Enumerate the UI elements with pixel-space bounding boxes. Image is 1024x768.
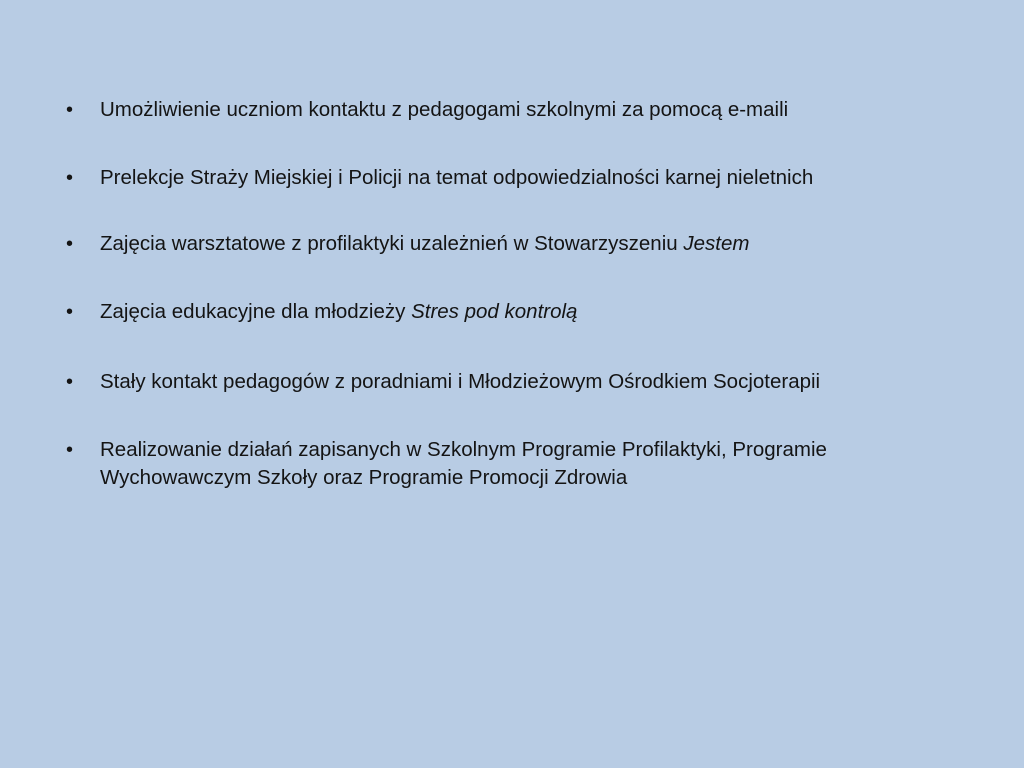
bullet-list [0, 96, 1024, 492]
bullet-item-6 [0, 436, 940, 492]
bullet-text: Realizowanie działań zapisanych w Szkolnym Programie Profilaktyki, Programie Wychowawczym Szkoły oraz Programie Promocji Zdrowia [100, 438, 827, 489]
bullet-icon: • [66, 371, 74, 393]
bullet-text: Zajęcia warsztatowe z profilaktyki uzależnień w Stowarzyszeniu [100, 232, 684, 255]
bullet-icon: • [66, 167, 74, 189]
bullet-item-5 [0, 368, 940, 396]
bullet-item-2 [0, 164, 940, 192]
bullet-icon: • [66, 99, 74, 121]
bullet-emphasis: Jestem [683, 232, 750, 255]
bullet-emphasis: Stres pod kontrolą [411, 300, 578, 323]
bullet-text: Stały kontakt pedagogów z poradniami i Młodzieżowym Ośrodkiem Socjoterapii [100, 370, 821, 393]
bullet-icon: • [66, 233, 74, 255]
bullet-text: Prelekcje Straży Miejskiej i Policji na temat odpowiedzialności karnej nieletnich [100, 166, 814, 189]
bullet-icon: • [66, 439, 74, 461]
bullet-item-1 [0, 96, 940, 124]
bullet-item-4 [0, 298, 940, 326]
bullet-item-3 [0, 230, 940, 258]
bullet-text: Zajęcia edukacyjne dla młodzieży [100, 300, 412, 323]
bullet-icon: • [66, 301, 74, 323]
bullet-text: Umożliwienie uczniom kontaktu z pedagogami szkolnymi za pomocą e-maili [100, 98, 789, 121]
